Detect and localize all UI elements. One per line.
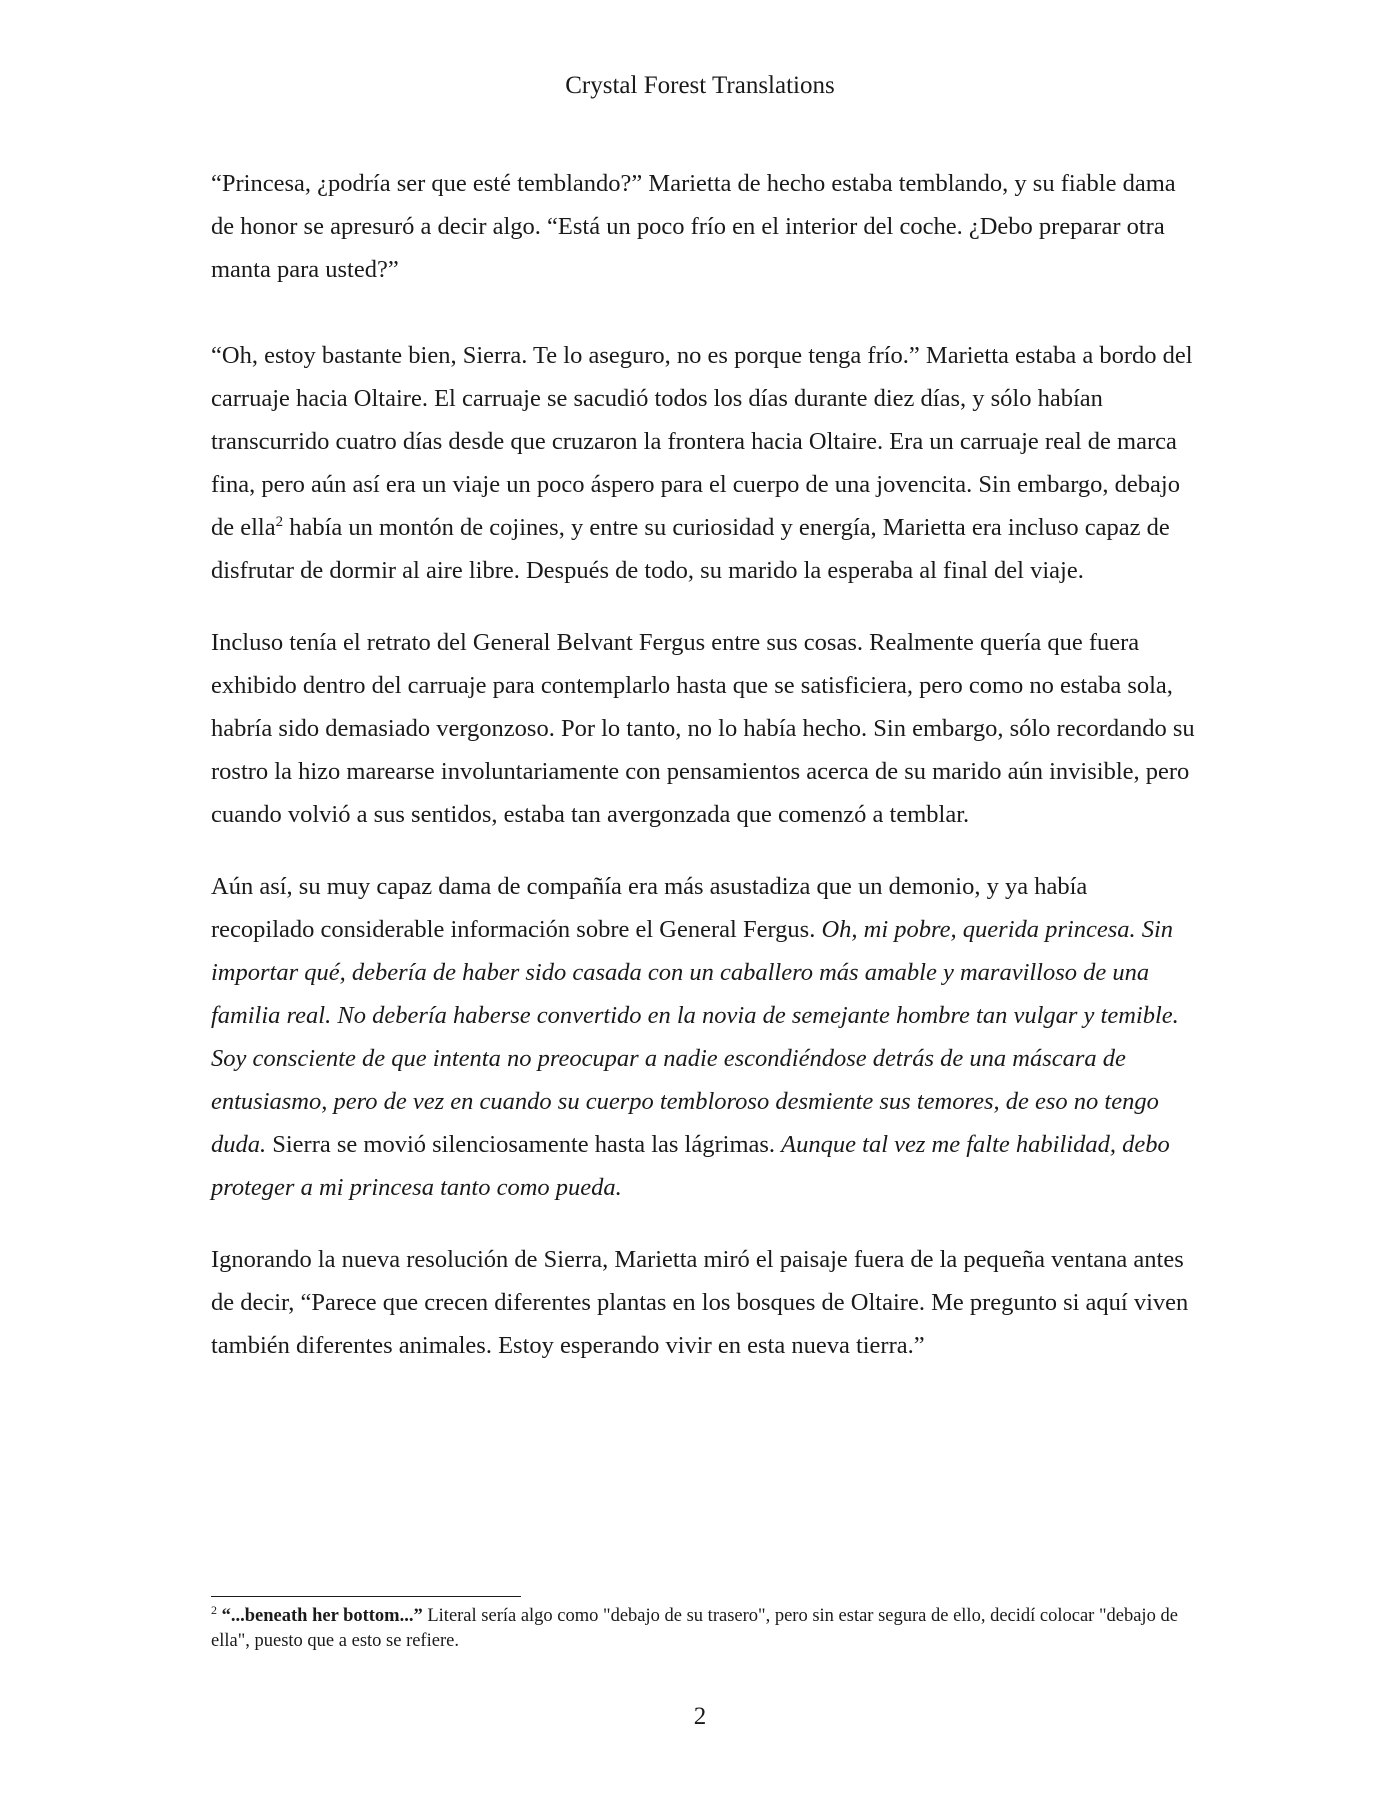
footnote-reference[interactable]: 2 bbox=[275, 513, 284, 530]
paragraph-4 bbox=[211, 865, 1196, 1209]
paragraph-1: “Princesa, ¿podría ser que esté temblando?” Marietta de hecho estaba temblando, y su fiable dama de honor se apresuró a decir algo. “Está un poco frío en el interior del coche. ¿Debo preparar otra manta para usted?” bbox=[211, 170, 1176, 283]
paragraph-2-part-1: “Oh, estoy bastante bien, Sierra. Te lo aseguro, no es porque tenga frío.” Marietta estaba a bordo del carruaje hacia Oltaire. El carruaje se sacudió todos los días durante diez días, y sólo habían transcurrido cuatro días desde que cruzaron la frontera hacia Oltaire. Era un carruaje real de marca fina, pero aún así era un viaje un poco áspero para el cuerpo de una jovencita. Sin embargo, debajo de ella bbox=[211, 342, 1193, 541]
paragraph-4-part-2: Sierra se movió silenciosamente hasta las lágrimas. bbox=[266, 1131, 782, 1158]
paragraph-3: Incluso tenía el retrato del General Belvant Fergus entre sus cosas. Realmente quería que fuera exhibido dentro del carruaje para contemplarlo hasta que se satisficiera, pero como no estaba sola, habría sido demasiado vergonzoso. Por lo tanto, no lo había hecho. Sin embargo, sólo recordando su rostro la hizo marearse involuntariamente con pensamientos acerca de su marido aún invisible, pero cuando volvió a sus sentidos, estaba tan avergonzada que comenzó a temblar. bbox=[211, 629, 1195, 828]
footnote-number: 2 bbox=[211, 1602, 217, 1617]
footnote-text: Literal sería algo como "debajo de su trasero", pero sin estar segura de ello, decidí colocar "debajo de ella", puesto que a esto se refiere. bbox=[211, 1606, 1178, 1651]
footnote-divider bbox=[211, 1596, 521, 1597]
paragraph-4-italic-thoughts: Oh, mi pobre, querida princesa. Sin importar qué, debería de haber sido casada con un caballero más amable y maravilloso de una familia real. No debería haberse convertido en la novia de semejante hombre tan vulgar y temible. Soy consciente de que intenta no preocupar a nadie escondiéndose detrás de una máscara de entusiasmo, pero de vez en cuando su cuerpo tembloroso desmiente sus temores, de eso no tengo duda. bbox=[211, 916, 1179, 1158]
page-header: Crystal Forest Translations bbox=[565, 72, 835, 99]
paragraph-2 bbox=[211, 334, 1196, 592]
document-body bbox=[211, 162, 1196, 1396]
footnote-quote: “...beneath her bottom...” bbox=[221, 1606, 423, 1626]
footnote bbox=[211, 1604, 1196, 1654]
paragraph-2-part-2: había un montón de cojines, y entre su curiosidad y energía, Marietta era incluso capaz de disfrutar de dormir al aire libre. Después de todo, su marido la esperaba al final del viaje. bbox=[211, 514, 1170, 584]
paragraph-4-italic-resolve: Aunque tal vez me falte habilidad, debo proteger a mi princesa tanto como pueda. bbox=[211, 1131, 1170, 1201]
paragraph-4-part-1: Aún así, su muy capaz dama de compañía era más asustadiza que un demonio, y ya había recopilado considerable información sobre el General Fergus. bbox=[211, 873, 1088, 943]
page-number: 2 bbox=[693, 1703, 707, 1730]
paragraph-5: Ignorando la nueva resolución de Sierra, Marietta miró el paisaje fuera de la pequeña ventana antes de decir, “Parece que crecen diferentes plantas en los bosques de Oltaire. Me pregunto si aquí viven también diferentes animales. Estoy esperando vivir en esta nueva tierra.” bbox=[211, 1246, 1189, 1359]
